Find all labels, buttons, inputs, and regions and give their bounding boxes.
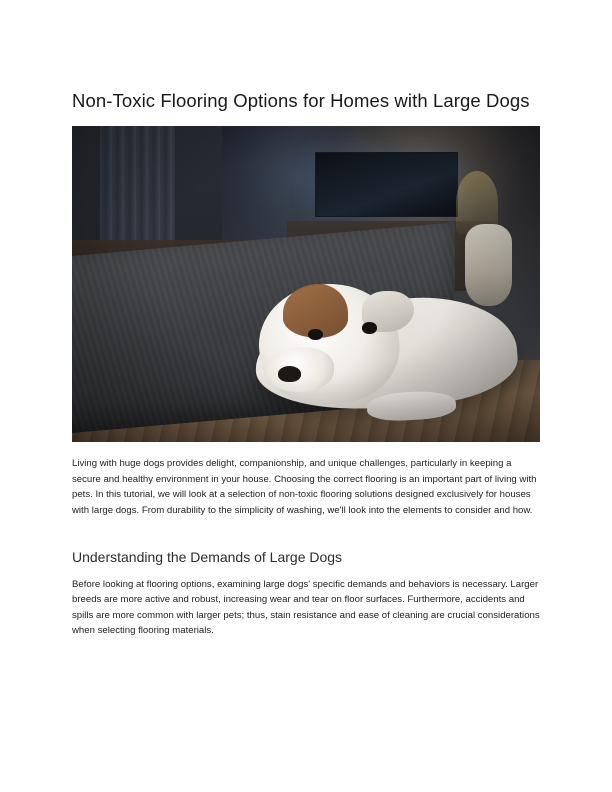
photo-icon xyxy=(72,126,540,442)
section-body-1: Before looking at flooring options, examining large dogs' specific demands and behaviors is necessary. Larger breeds are more active and robust, increasing wear and tear on floor surfaces. Furthermore, accidents and spills are more common with larger pets; thus, stain resistance and ease of cleaning are crucial considerations when selecting flooring materials. xyxy=(72,578,540,637)
photo-vignette xyxy=(72,126,540,442)
page-title: Non-Toxic Flooring Options for Homes with Large Dogs xyxy=(72,90,530,111)
hero-image xyxy=(72,126,540,442)
section-heading-1: Understanding the Demands of Large Dogs xyxy=(72,549,343,566)
intro-paragraph: Living with huge dogs provides delight, companionship, and unique challenges, particularly in keeping a secure and healthy environment in your house. Choosing the correct flooring is an important part of living with pets. In this tutorial, we will look at a selection of non-toxic flooring solutions designed exclusively for houses with large dogs. From durability to the simplicity of washing, we'll look into the elements to consider and how. xyxy=(72,458,537,516)
